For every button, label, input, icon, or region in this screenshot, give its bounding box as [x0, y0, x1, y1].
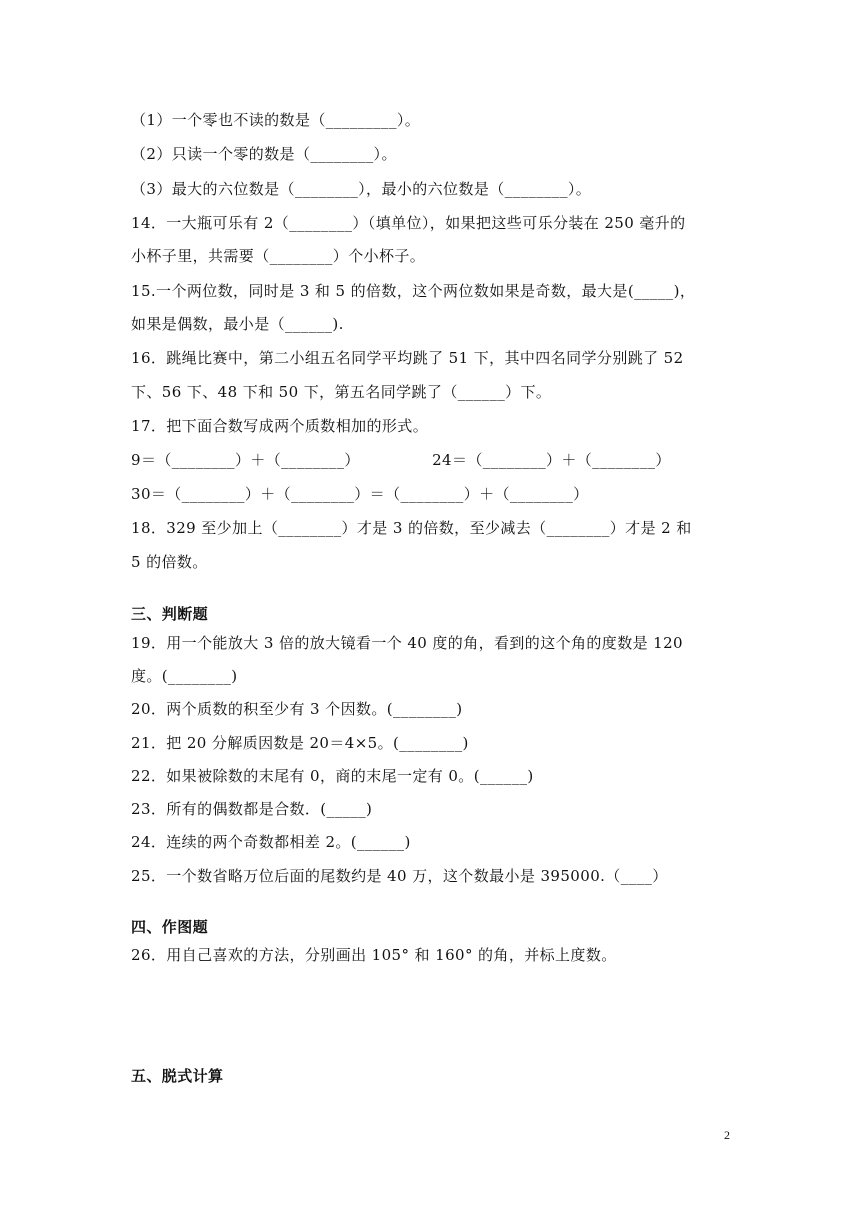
question-17-row-2: 30＝（________）＋（________）＝（________）＋（________） — [131, 485, 589, 503]
question-15-line-2: 如果是偶数，最小是（______). — [131, 315, 344, 333]
question-13-part-2: （2）只读一个零的数是（________）。 — [131, 145, 397, 163]
section-3-heading: 三、判断题 — [131, 605, 209, 623]
question-13-part-1: （1）一个零也不读的数是（_________）。 — [131, 111, 421, 129]
question-22: 22．如果被除数的末尾有 0，商的末尾一定有 0。(______) — [131, 767, 534, 785]
question-23: 23．所有的偶数都是合数．(_____) — [131, 800, 373, 818]
section-5-heading: 五、脱式计算 — [131, 1067, 224, 1085]
question-17-row-1: 9＝（________）＋（________） 24＝（________）＋（________） — [131, 451, 671, 469]
question-26: 26．用自己喜欢的方法，分别画出 105° 和 160° 的角，并标上度数。 — [131, 946, 617, 964]
question-17-prompt: 17．把下面合数写成两个质数相加的形式。 — [131, 417, 429, 435]
question-19-line-2: 度。(________) — [131, 667, 238, 685]
question-19-line-1: 19．用一个能放大 3 倍的放大镜看一个 40 度的角，看到的这个角的度数是 120 — [131, 634, 683, 652]
section-4-heading: 四、作图题 — [131, 918, 209, 936]
question-21: 21．把 20 分解质因数是 20＝4×5。(________) — [131, 734, 469, 752]
question-14-line-1: 14．一大瓶可乐有 2（________）（填单位），如果把这些可乐分装在 250 毫升的 — [131, 214, 686, 232]
question-16-line-1: 16．跳绳比赛中，第二小组五名同学平均跳了 51 下，其中四名同学分别跳了 52 — [131, 349, 684, 367]
question-14-line-2: 小杯子里，共需要（________）个小杯子。 — [131, 247, 426, 265]
question-25: 25．一个数省略万位后面的尾数约是 40 万，这个数最小是 395000.（____） — [131, 867, 668, 885]
question-15-line-1: 15.一个两位数，同时是 3 和 5 的倍数，这个两位数如果是奇数，最大是(_____)， — [131, 282, 696, 300]
page-number: 2 — [724, 1128, 730, 1142]
question-13-part-3: （3）最大的六位数是（________），最小的六位数是（________）。 — [131, 180, 592, 198]
question-24: 24．连续的两个奇数都相差 2。(______) — [131, 833, 411, 851]
question-18-line-1: 18．329 至少加上（________）才是 3 的倍数，至少减去（________）才是 2 和 — [131, 519, 692, 537]
question-16-line-2: 下、56 下、48 下和 50 下，第五名同学跳了（______）下。 — [131, 383, 552, 401]
question-18-line-2: 5 的倍数。 — [131, 553, 208, 571]
question-20: 20．两个质数的积至少有 3 个因数。(________) — [131, 700, 463, 718]
